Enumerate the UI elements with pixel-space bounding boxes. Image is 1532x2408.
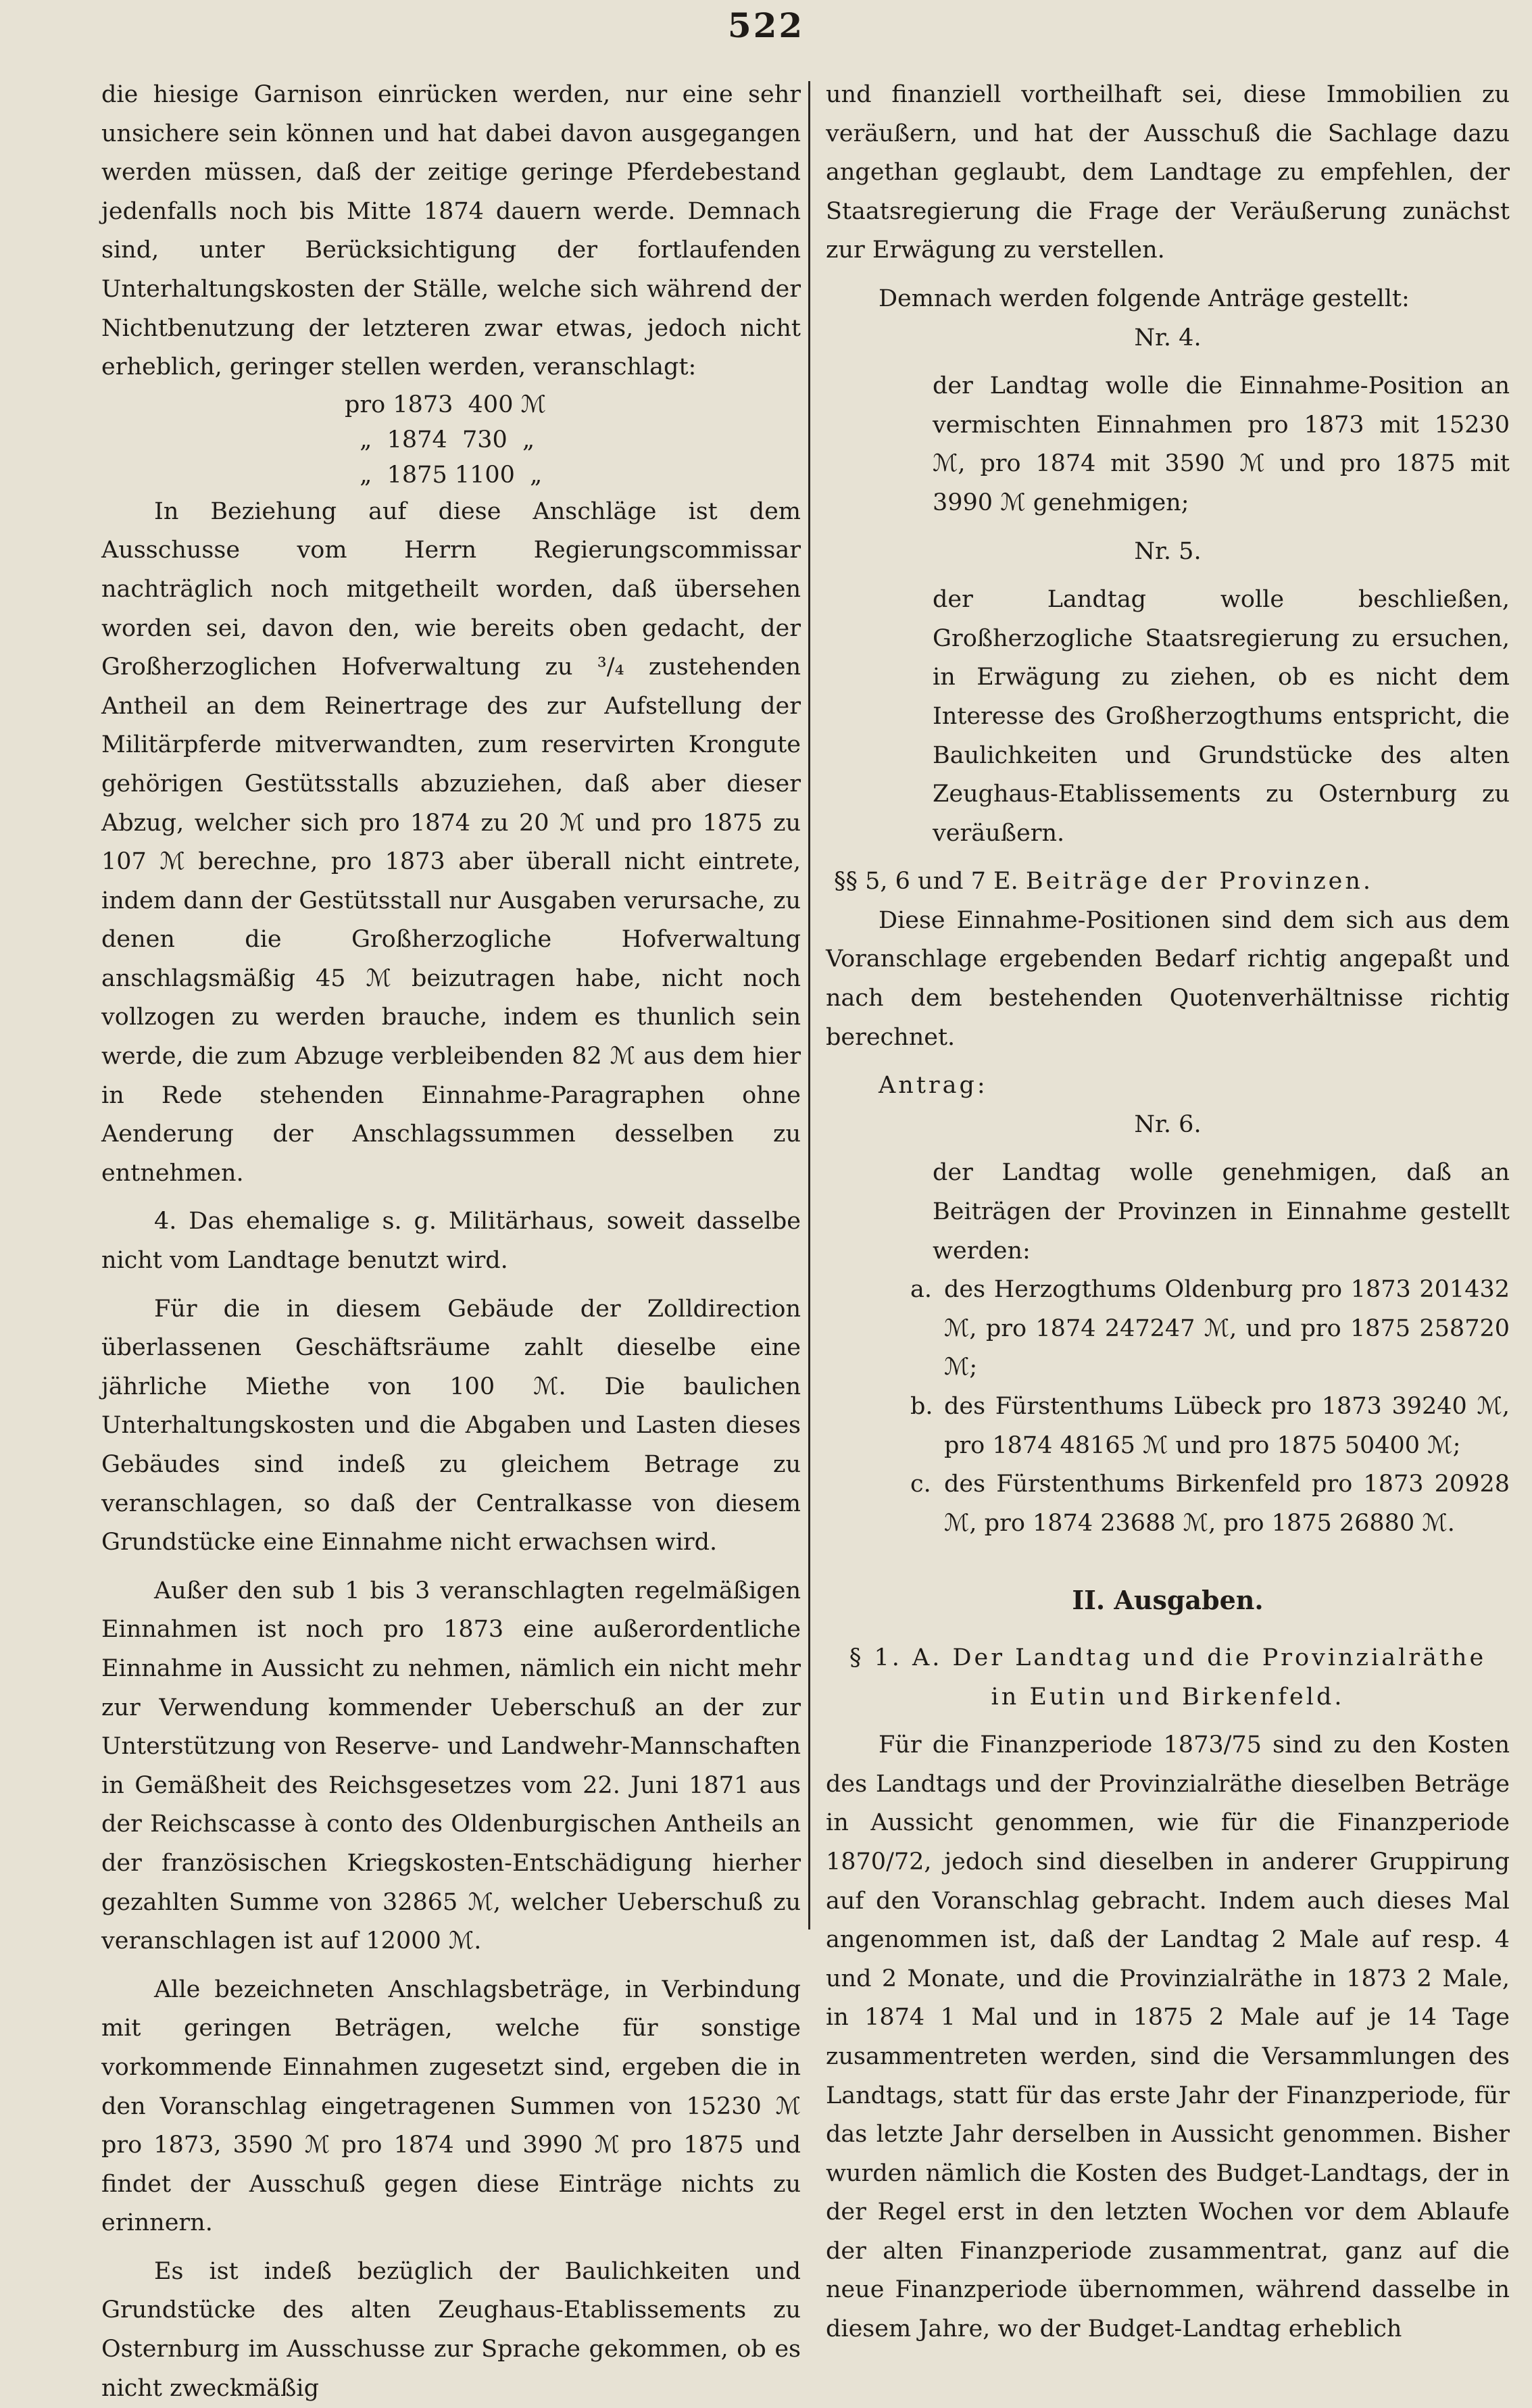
list-item [826,1465,1510,1543]
motion-number: Nr. 6. [1134,1110,1202,1138]
paragraph: Alle bezeichneten Anschlagsbeträge, in Verbindung mit geringen Beträgen, welche für sonstige vorkommende Einnahmen zugesetzt sind, ergeben die in den Voranschlag eingetragenen Summen von 15230 ℳ pro 1873, 3590 ℳ pro 1874 und 3990 ℳ pro 1875 und findet der Ausschuß gegen diese Einträge nichts zu erinnern. [101,1975,801,2237]
estimate-row: „ 1874 730 „ [345,426,535,453]
paragraph: und finanziell vortheilhaft sei, diese Immobilien zu veräußern, und hat der Ausschuß die Sachlage dazu angethan geglaubt, dem Landtage zu empfehlen, der Staatsregierung die Frage der Veräußerung zunächst zur Erwägung zu verstellen. [826,81,1510,264]
list-item-text: des Fürstenthums Lübeck pro 1873 39240 ℳ, pro 1874 48165 ℳ und pro 1875 50400 ℳ; [944,1393,1510,1459]
estimate-row: „ 1875 1100 „ [345,461,543,489]
list-item-letter: b. [910,1393,933,1420]
list-item [826,1271,1510,1387]
paragraph: In Beziehung auf diese Anschläge ist dem Ausschusse vom Herrn Regierungscommissar nachträglich noch mitgetheilt worden, daß übersehen worden sei, davon den, wie bereits oben gedacht, der Großherzoglichen Hofverwaltung zu ³/₄ zustehenden Antheil an dem Reinertrage des zur Aufstellung der Militärpferde mitverwandten, zum reservirten Krongute gehörigen Gestütsstalls abzuziehen, daß aber dieser Abzug, welcher sich pro 1874 zu 20 ℳ und pro 1875 zu 107 ℳ berechne, pro 1873 aber überall nicht eintrete, indem dann der Gestütsstall nur Ausgaben verursache, zu denen die Großherzogliche Hofverwaltung anschlagsmäßig 45 ℳ beizutragen habe, nicht noch vollzogen zu werden brauche, indem es thunlich sein werde, die zum Abzuge verbleibenden 82 ℳ aus dem hier in Rede stehenden Einnahme-Paragraphen ohne Aenderung der Anschlagssummen desselben zu entnehmen. [101,497,801,1187]
subsection-heading: § 1. A. Der Landtag und die Provinzialräthe [849,1644,1487,1671]
list-item-text: des Fürstenthums Birkenfeld pro 1873 20928 ℳ, pro 1874 23688 ℳ, pro 1875 26880 ℳ. [944,1471,1510,1537]
paragraph: Demnach werden folgende Anträge gestellt: [879,285,1410,312]
estimate-row: pro 1873 400 ℳ [345,391,547,418]
subsection-heading-continued: in Eutin und Birkenfeld. [991,1683,1345,1711]
paragraph: Es ist indeß bezüglich der Baulichkeiten und Grundstücke des alten Zeughaus-Etablissements zu Osternburg im Ausschusse zur Sprache gekommen, ob es nicht zweckmäßig [101,2257,801,2402]
motion-text: der Landtag wolle genehmigen, daß an Beiträgen der Provinzen in Einnahme gestellt werden: [933,1159,1510,1264]
paragraph: Für die in diesem Gebäude der Zolldirection überlassenen Geschäftsräume zahlt dieselbe eine jährliche Miethe von 100 ℳ. Die baulichen Unterhaltungskosten und die Abgaben und Lasten dieses Gebäudes sind indeß zu gleichem Betrage zu veranschlagen, so daß der Centralkasse von diesem Grundstücke eine Einnahme nicht erwachsen wird. [101,1295,801,1556]
section-heading [826,862,1510,902]
list-item-letter: c. [910,1471,931,1498]
paragraph: Außer den sub 1 bis 3 veranschlagten regelmäßigen Einnahmen ist noch pro 1873 eine außerordentliche Einnahme in Aussicht zu nehmen, nämlich ein nicht mehr zur Verwendung kommender Ueberschuß an der zur Unterstützung von Reserve- und Landwehr-Mannschaften in Gemäßheit des Reichsgesetzes vom 22. Juni 1871 aus der Reichscasse à conto des Oldenburgischen Antheils an der französischen Kriegskosten-Entschädigung hierher gezahlten Summe von 32865 ℳ, welcher Ueberschuß zu veranschlagen ist auf 12000 ℳ. [101,1577,801,1955]
paragraph: Diese Einnahme-Positionen sind dem sich aus dem Voranschlage ergebenden Bedarf richtig angepaßt und nach dem bestehenden Quotenverhältnisse richtig berechnet. [826,906,1510,1051]
motion-label: Antrag: [879,1072,988,1100]
numbered-item: 4. Das ehemalige s. g. Militärhaus, soweit dasselbe nicht vom Landtage benutzt wird. [101,1208,801,1275]
right-column [826,76,1510,2349]
paragraph: die hiesige Garnison einrücken werden, nur eine sehr unsichere sein können und hat dabei davon ausgegangen werden müssen, daß der zeitige geringe Pferdebestand jedenfalls noch bis Mitte 1874 dauern werde. Demnach sind, unter Berücksichtigung der fortlaufenden Unterhaltungskosten der Ställe, welche sich während der Nichtbenutzung der letzteren zwar etwas, jedoch nicht erheblich, geringer stellen werden, veranschlagt: [101,81,801,381]
motion-text: der Landtag wolle beschließen, Großherzogliche Staatsregierung zu ersuchen, in Erwägung zu ziehen, ob es nicht dem Interesse des Großherzogthums entspricht, die Baulichkeiten und Grundstücke des alten Zeughaus-Etablissements zu Osternburg zu veräußern. [933,586,1510,847]
column-divider [808,81,810,1930]
section-number: §§ 5, 6 und 7 E. [834,868,1018,895]
section-title: Beiträge der Provinzen. [1025,868,1374,895]
page-number: 522 [727,5,805,45]
list-item [826,1387,1510,1465]
list-item-letter: a. [910,1276,932,1304]
motion-number: Nr. 5. [1134,537,1202,565]
main-section-title: II. Ausgaben. [1072,1585,1264,1616]
paragraph: Für die Finanzperiode 1873/75 sind zu den Kosten des Landtags und der Provinzialräthe dieselben Beträge in Aussicht genommen, wie für die Finanzperiode 1870/72, jedoch sind dieselben in anderer Gruppirung auf den Voranschlag gebracht. Indem auch dieses Mal angenommen ist, daß der Landtag 2 Male auf resp. 4 und 2 Monate, und die Provinzialräthe in 1873 2 Male, in 1874 1 Mal und in 1875 2 Male auf je 14 Tage zusammentreten werden, sind die Versammlungen des Landtags, statt für das erste Jahr der Finanzperiode, für das letzte Jahr derselben in Aussicht genommen. Bisher wurden nämlich die Kosten des Budget-Landtags, der in der Regel erst in den letzten Wochen vor dem Ablaufe der alten Finanzperiode zusammentrat, ganz auf die neue Finanzperiode übernommen, während dasselbe in diesem Jahre, wo der Budget-Landtag erheblich [826,1731,1510,2343]
estimate-table [101,387,801,493]
motion-text: der Landtag wolle die Einnahme-Position an vermischten Einnahmen pro 1873 mit 15230 ℳ, pro 1874 mit 3590 ℳ und pro 1875 mit 3990 ℳ genehmigen; [933,372,1510,516]
list-item-text: des Herzogthums Oldenburg pro 1873 201432 ℳ, pro 1874 247247 ℳ, und pro 1875 258720 ℳ; [944,1276,1510,1381]
left-column [101,76,801,2408]
motion-number: Nr. 4. [1134,324,1202,351]
